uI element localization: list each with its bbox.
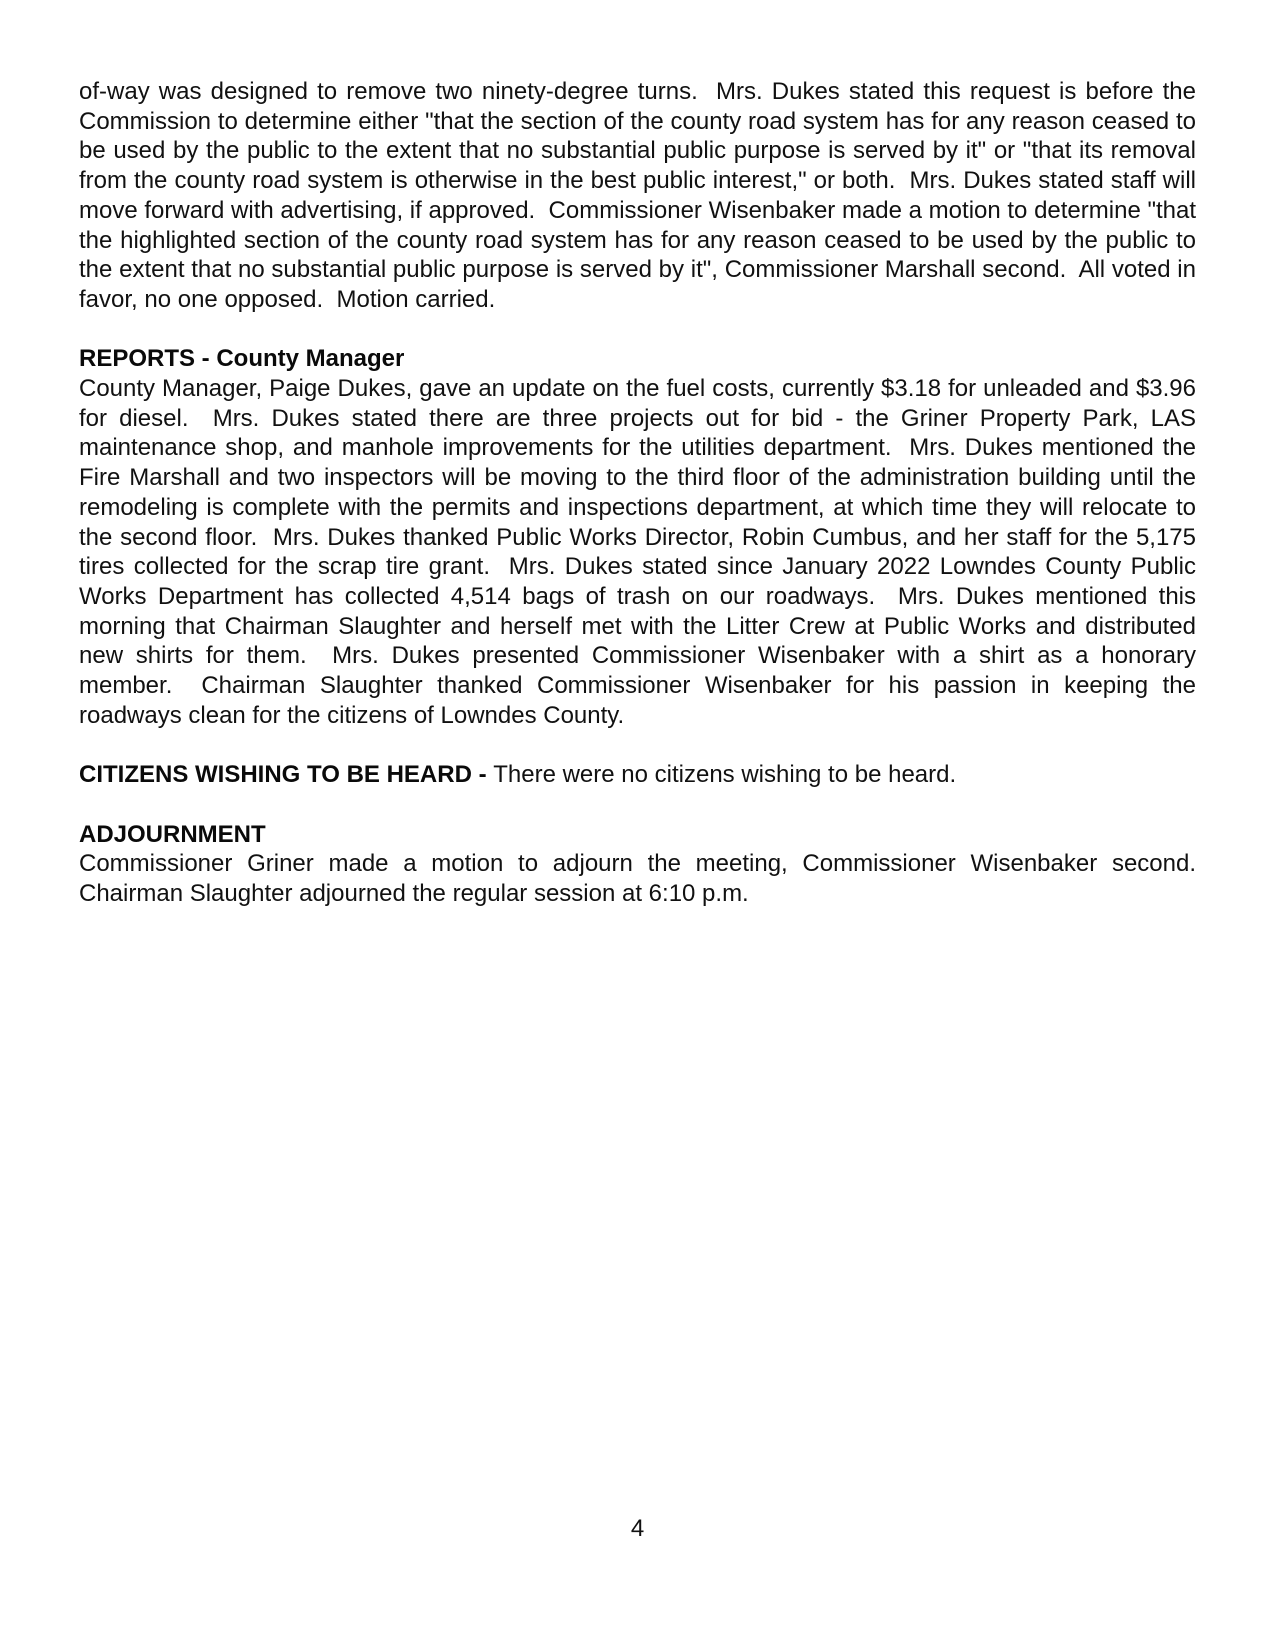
reports-paragraph: County Manager, Paige Dukes, gave an update on the fuel costs, currently $3.18 for unleaded and $3.96 for diesel. Mrs. Dukes stated there are three projects out for bid - the Griner Property Park, LAS maintenance shop, and manhole improvements for the utilities department. Mrs. Dukes mentioned the Fire Marshall and two inspectors will be moving to the third floor of the administration building until the remodeling is complete with the permits and inspections department, at which time they will relocate to the second floor. Mrs. Dukes thanked Public Works Director, Robin Cumbus, and her staff for the 5,175 tires collected for the scrap tire grant. Mrs. Dukes stated since January 2022 Lowndes County Public Works Department has collected 4,514 bags of trash on our roadways. Mrs. Dukes mentioned this morning that Chairman Slaughter and herself met with the Litter Crew at Public Works and distributed new shirts for them. Mrs. Dukes presented Commissioner Wisenbaker with a shirt as a honorary member. Chairman Slaughter thanked Commissioner Wisenbaker for his passion in keeping the roadways clean for the citizens of Lowndes County.: [79, 375, 1203, 729]
intro-paragraph: of-way was designed to remove two ninety-degree turns. Mrs. Dukes stated this request is before the Commission to determine either "that the section of the county road system has for any reason ceased to be used by the public to the extent that no substantial public purpose is served by it" or "that its removal from the county road system is otherwise in the best public interest," or both. Mrs. Dukes stated staff will move forward with advertising, if approved. Commissioner Wisenbaker made a motion to determine "that the highlighted section of the county road system has for any reason ceased to be used by the public to the extent that no substantial public purpose is served by it", Commissioner Marshall second. All voted in favor, no one opposed. Motion carried.: [79, 78, 1203, 313]
reports-heading: REPORTS - County Manager: [79, 345, 405, 373]
citizens-body: There were no citizens wishing to be heard.: [493, 761, 957, 789]
page-number: 4: [630, 1515, 645, 1542]
citizens-heading: CITIZENS WISHING TO BE HEARD -: [79, 761, 494, 789]
citizens-paragraph: [79, 760, 1196, 790]
adjournment-paragraph: Commissioner Griner made a motion to adjourn the meeting, Commissioner Wisenbaker second. Chairman Slaughter adjourned the regular session at 6:10 p.m.: [79, 850, 1210, 907]
adjournment-heading: ADJOURNMENT: [79, 820, 266, 848]
document-content: [79, 77, 1210, 909]
